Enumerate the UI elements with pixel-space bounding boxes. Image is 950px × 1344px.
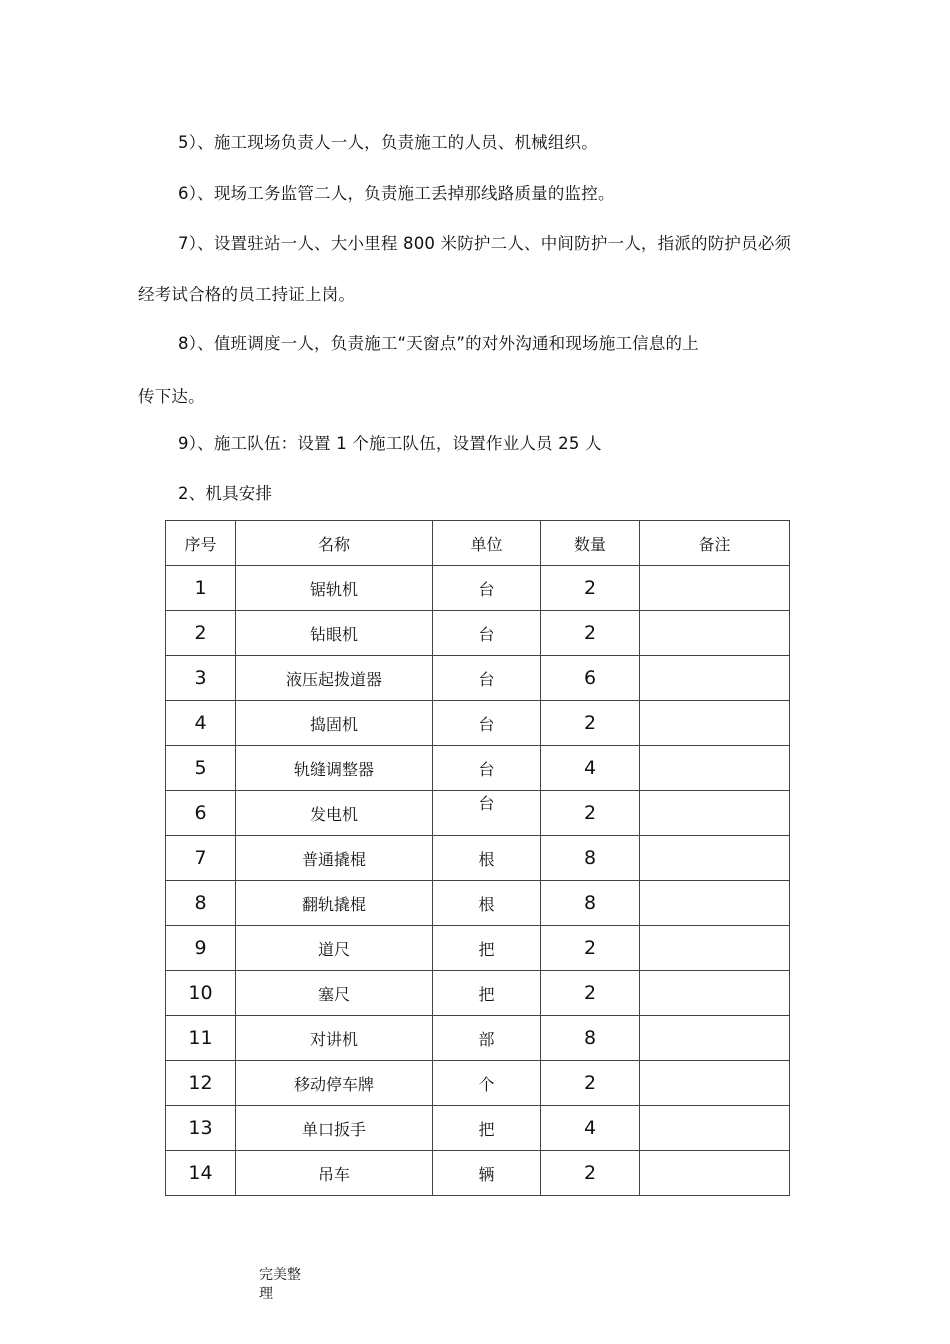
table-header-row — [166, 521, 790, 566]
cell-name: 发电机 — [236, 791, 433, 836]
cell-unit: 台 — [433, 611, 541, 656]
cell-no: 8 — [166, 881, 236, 926]
cell-name: 普通撬棍 — [236, 836, 433, 881]
cell-name: 翻轨撬棍 — [236, 881, 433, 926]
cell-unit: 把 — [433, 1106, 541, 1151]
header-no: 序号 — [166, 521, 236, 566]
equipment-table — [165, 520, 790, 1196]
cell-note — [640, 926, 790, 971]
cell-no: 12 — [166, 1061, 236, 1106]
cell-qty: 2 — [541, 791, 640, 836]
table-row — [166, 656, 790, 701]
cell-no: 5 — [166, 746, 236, 791]
cell-qty: 8 — [541, 881, 640, 926]
table-row — [166, 926, 790, 971]
paragraph-7-line-2: 经考试合格的员工持证上岗。 — [138, 285, 356, 304]
cell-note — [640, 1151, 790, 1196]
cell-name: 捣固机 — [236, 701, 433, 746]
cell-name: 轨缝调整器 — [236, 746, 433, 791]
cell-note — [640, 1016, 790, 1061]
cell-name: 对讲机 — [236, 1016, 433, 1061]
cell-qty: 2 — [541, 971, 640, 1016]
table-row — [166, 1151, 790, 1196]
cell-qty: 2 — [541, 1151, 640, 1196]
header-name: 名称 — [236, 521, 433, 566]
footer-line-2: 理 — [259, 1286, 273, 1302]
cell-unit: 台 — [433, 656, 541, 701]
cell-no: 7 — [166, 836, 236, 881]
cell-note — [640, 836, 790, 881]
cell-unit: 部 — [433, 1016, 541, 1061]
cell-note — [640, 1061, 790, 1106]
cell-note — [640, 971, 790, 1016]
cell-note — [640, 746, 790, 791]
cell-no: 3 — [166, 656, 236, 701]
table-row — [166, 1016, 790, 1061]
cell-note — [640, 791, 790, 836]
cell-no: 10 — [166, 971, 236, 1016]
header-unit: 单位 — [433, 521, 541, 566]
cell-note — [640, 701, 790, 746]
cell-unit: 把 — [433, 926, 541, 971]
header-qty: 数量 — [541, 521, 640, 566]
cell-unit: 台 — [433, 701, 541, 746]
cell-unit: 台 — [433, 746, 541, 791]
paragraph-6: 6）、现场工务监管二人，负责施工丢掉那线路质量的监控。 — [178, 184, 615, 203]
cell-name: 吊车 — [236, 1151, 433, 1196]
table-row — [166, 566, 790, 611]
table-row — [166, 881, 790, 926]
cell-no: 6 — [166, 791, 236, 836]
footer-line-1: 完美整 — [259, 1267, 301, 1283]
cell-qty: 8 — [541, 1016, 640, 1061]
cell-no: 9 — [166, 926, 236, 971]
paragraph-8-line-1: 8）、值班调度一人，负责施工“天窗点”的对外沟通和现场施工信息的上 — [178, 334, 699, 353]
cell-qty: 8 — [541, 836, 640, 881]
header-note: 备注 — [640, 521, 790, 566]
cell-qty: 6 — [541, 656, 640, 701]
cell-note — [640, 611, 790, 656]
cell-name: 道尺 — [236, 926, 433, 971]
section-heading-equipment: 2、机具安排 — [178, 484, 273, 503]
cell-no: 4 — [166, 701, 236, 746]
cell-no: 13 — [166, 1106, 236, 1151]
table-row — [166, 1106, 790, 1151]
cell-qty: 2 — [541, 611, 640, 656]
cell-qty: 4 — [541, 1106, 640, 1151]
table-row — [166, 836, 790, 881]
table-row — [166, 791, 790, 836]
cell-unit: 辆 — [433, 1151, 541, 1196]
table-row — [166, 701, 790, 746]
cell-qty: 2 — [541, 566, 640, 611]
cell-no: 11 — [166, 1016, 236, 1061]
cell-unit: 根 — [433, 836, 541, 881]
paragraph-5: 5）、施工现场负责人一人，负责施工的人员、机械组织。 — [178, 133, 598, 152]
cell-unit — [433, 791, 541, 836]
cell-name: 钻眼机 — [236, 611, 433, 656]
cell-note — [640, 881, 790, 926]
paragraph-9: 9）、施工队伍：设置 1 个施工队伍，设置作业人员 25 人 — [178, 434, 602, 453]
cell-no: 1 — [166, 566, 236, 611]
footer-note — [259, 1266, 319, 1304]
table-row — [166, 746, 790, 791]
cell-qty: 2 — [541, 926, 640, 971]
cell-qty: 2 — [541, 701, 640, 746]
cell-name: 塞尺 — [236, 971, 433, 1016]
table-row — [166, 611, 790, 656]
cell-unit: 个 — [433, 1061, 541, 1106]
cell-unit: 把 — [433, 971, 541, 1016]
cell-name: 锯轨机 — [236, 566, 433, 611]
paragraph-8-line-2: 传下达。 — [138, 387, 205, 406]
cell-name: 液压起拨道器 — [236, 656, 433, 701]
cell-no: 2 — [166, 611, 236, 656]
cell-note — [640, 656, 790, 701]
cell-no: 14 — [166, 1151, 236, 1196]
cell-qty: 4 — [541, 746, 640, 791]
cell-name: 移动停车牌 — [236, 1061, 433, 1106]
table-row — [166, 971, 790, 1016]
cell-unit: 根 — [433, 881, 541, 926]
cell-unit-text: 台 — [478, 793, 495, 813]
cell-note — [640, 1106, 790, 1151]
paragraph-7-line-1: 7）、设置驻站一人、大小里程 800 米防护二人、中间防护一人，指派的防护员必须 — [178, 234, 792, 253]
table-row — [166, 1061, 790, 1106]
cell-name: 单口扳手 — [236, 1106, 433, 1151]
cell-note — [640, 566, 790, 611]
cell-unit: 台 — [433, 566, 541, 611]
cell-qty: 2 — [541, 1061, 640, 1106]
